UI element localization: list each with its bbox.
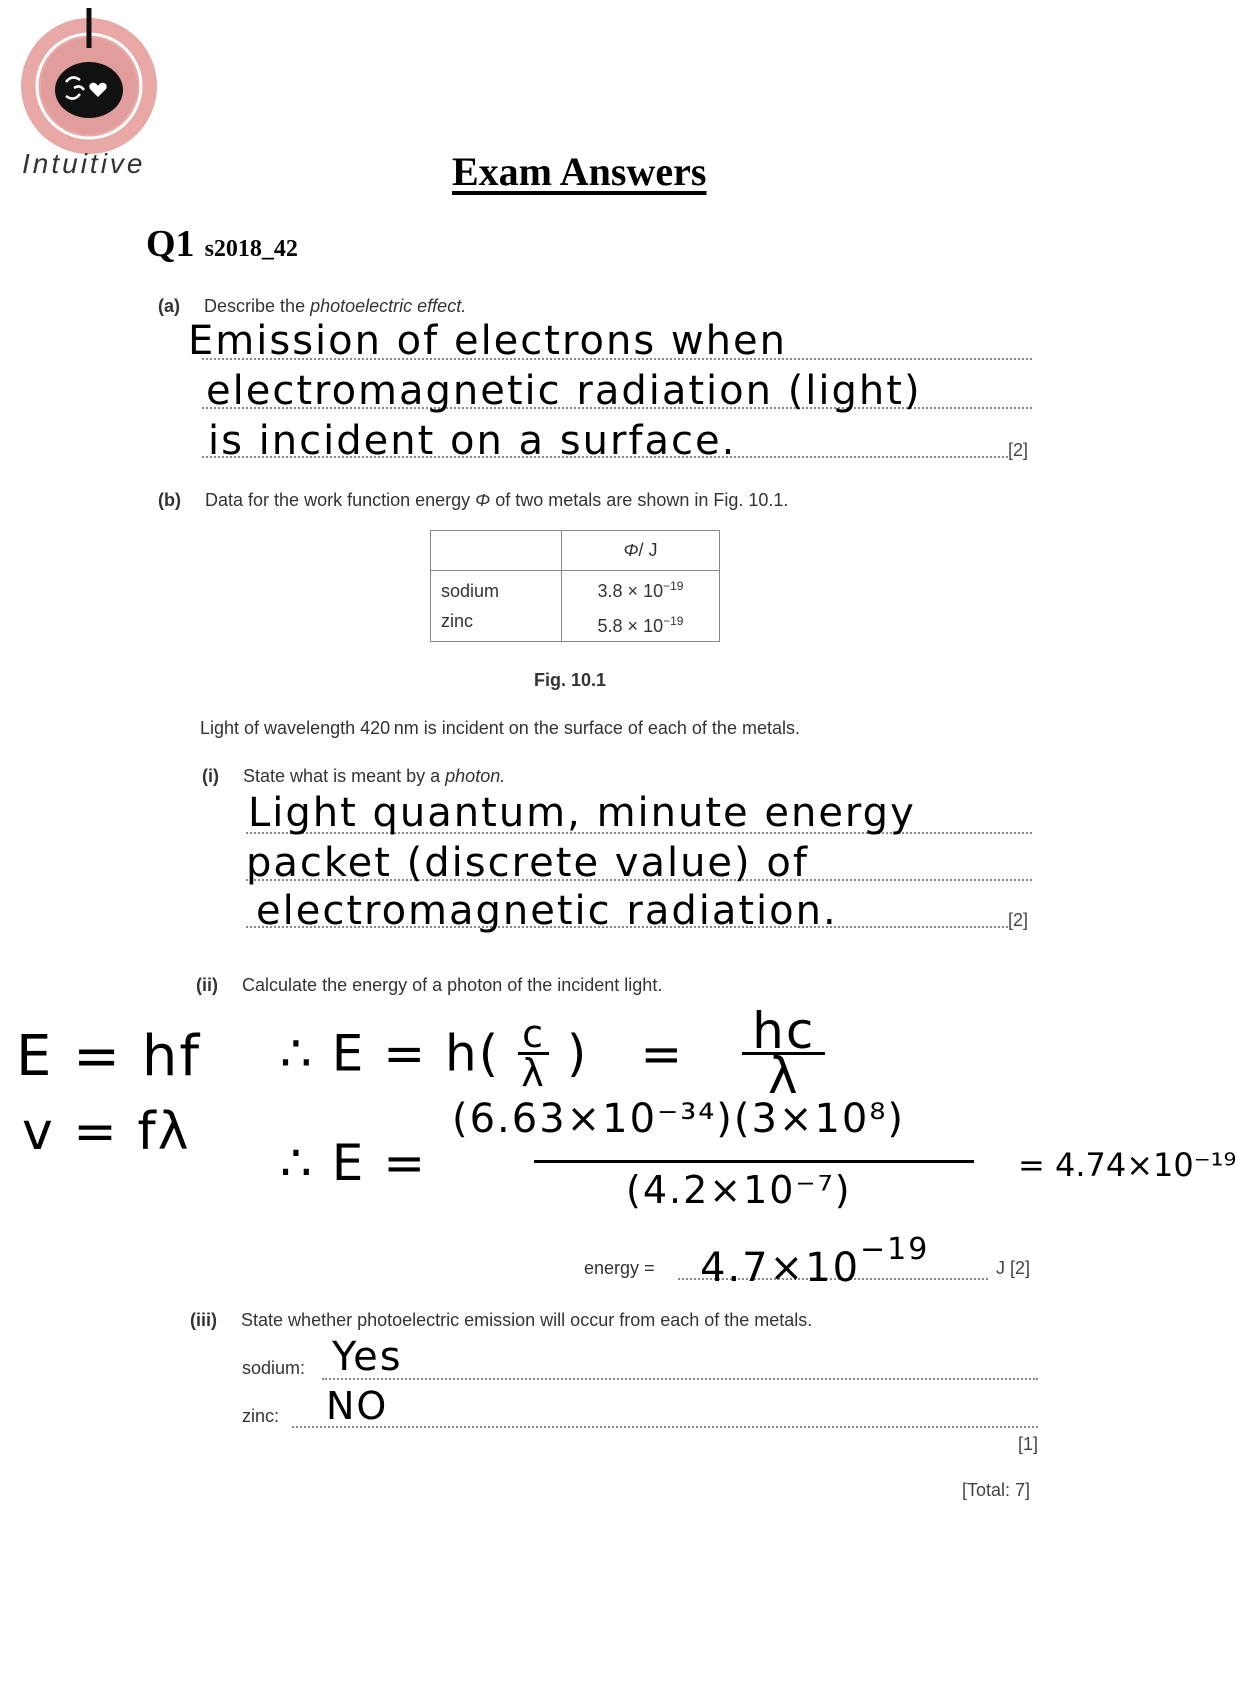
part-ii-label: (ii) xyxy=(196,975,218,995)
working-denominator: (4.2×10⁻⁷) xyxy=(626,1168,852,1212)
working-equation: v = fλ xyxy=(22,1102,191,1162)
part-iii-prompt: (iii) State whether photoelectric emission will occur from each of the metals. xyxy=(190,1310,813,1330)
zinc-label: zinc: xyxy=(242,1406,280,1426)
marks-label: [2] xyxy=(1008,910,1029,930)
question-code: s2018_42 xyxy=(204,236,298,262)
working-line-2-lhs: ∴ E = xyxy=(280,1134,428,1192)
handwritten-answer: electromagnetic radiation. xyxy=(256,888,838,934)
brand-logo xyxy=(14,8,164,178)
table-header: Φ/ J xyxy=(562,531,720,571)
answer-line xyxy=(292,1426,1038,1428)
table-cell: zinc xyxy=(441,611,474,631)
part-iii-label: (iii) xyxy=(190,1310,217,1330)
marks-label: [2] xyxy=(1008,440,1029,460)
fraction-bar xyxy=(534,1160,974,1163)
part-i-prompt: (i) State what is meant by a photon. xyxy=(202,766,506,786)
working-equation: E = hf xyxy=(16,1024,202,1089)
table-cell-values xyxy=(562,571,720,642)
page-title: Exam Answers xyxy=(452,149,707,194)
question-number: Q1 xyxy=(146,223,195,265)
part-a-prompt: (a) Describe the photoelectric effect. xyxy=(158,296,467,316)
marks-label: [1] xyxy=(1018,1434,1039,1454)
zinc-answer: NO xyxy=(326,1384,389,1428)
handwritten-answer: Light quantum, minute energy xyxy=(248,790,916,836)
energy-answer-label: energy = xyxy=(584,1258,655,1278)
part-b-prompt: (b) Data for the work function energy Φ of two metals are shown in Fig. 10.1. xyxy=(158,490,789,510)
sodium-label: sodium: xyxy=(242,1358,306,1378)
question-header xyxy=(146,222,298,266)
handwritten-answer: is incident on a surface. xyxy=(208,418,737,464)
handwritten-answer: packet (discrete value) of xyxy=(246,840,809,886)
sodium-answer: Yes xyxy=(332,1334,403,1380)
part-b-label: (b) xyxy=(158,490,181,510)
answer-line xyxy=(322,1378,1038,1380)
working-result: = 4.74×10⁻¹⁹ xyxy=(1018,1146,1236,1184)
working-numerator: (6.63×10⁻³⁴)(3×10⁸) xyxy=(452,1096,905,1142)
table-cell: sodium xyxy=(441,581,500,601)
handwritten-answer: electromagnetic radiation (light) xyxy=(206,368,922,414)
part-ii-prompt: (ii) Calculate the energy of a photon of the incident light. xyxy=(196,975,663,995)
energy-answer-value: $4.7\times 10^{-19}$ xyxy=(700,1232,930,1291)
table-cell: $5.8 \times 10^{-19}$ xyxy=(597,614,684,636)
brain-logo-icon xyxy=(14,8,164,148)
table-cell: $3.8 \times 10^{-19}$ xyxy=(597,579,684,601)
total-marks: [Total: 7] xyxy=(962,1480,1031,1500)
work-function-table xyxy=(430,530,720,642)
brand-name: Intuitive xyxy=(22,148,146,179)
energy-unit-marks: J [2] xyxy=(996,1258,1031,1278)
part-i-label: (i) xyxy=(202,766,219,786)
part-a-label: (a) xyxy=(158,296,180,316)
handwritten-answer: Emission of electrons when xyxy=(188,318,787,364)
part-b-statement: Light of wavelength 420 nm is incident on the surface of each of the metals. xyxy=(200,718,800,738)
table-cell-metals xyxy=(431,571,562,642)
figure-caption: Fig. 10.1 xyxy=(534,670,607,690)
working-line-1: ∴ E = h( $\frac{c}{\lambda}$ ) = $\frac{hc}{\lambda}$ xyxy=(280,1010,825,1097)
